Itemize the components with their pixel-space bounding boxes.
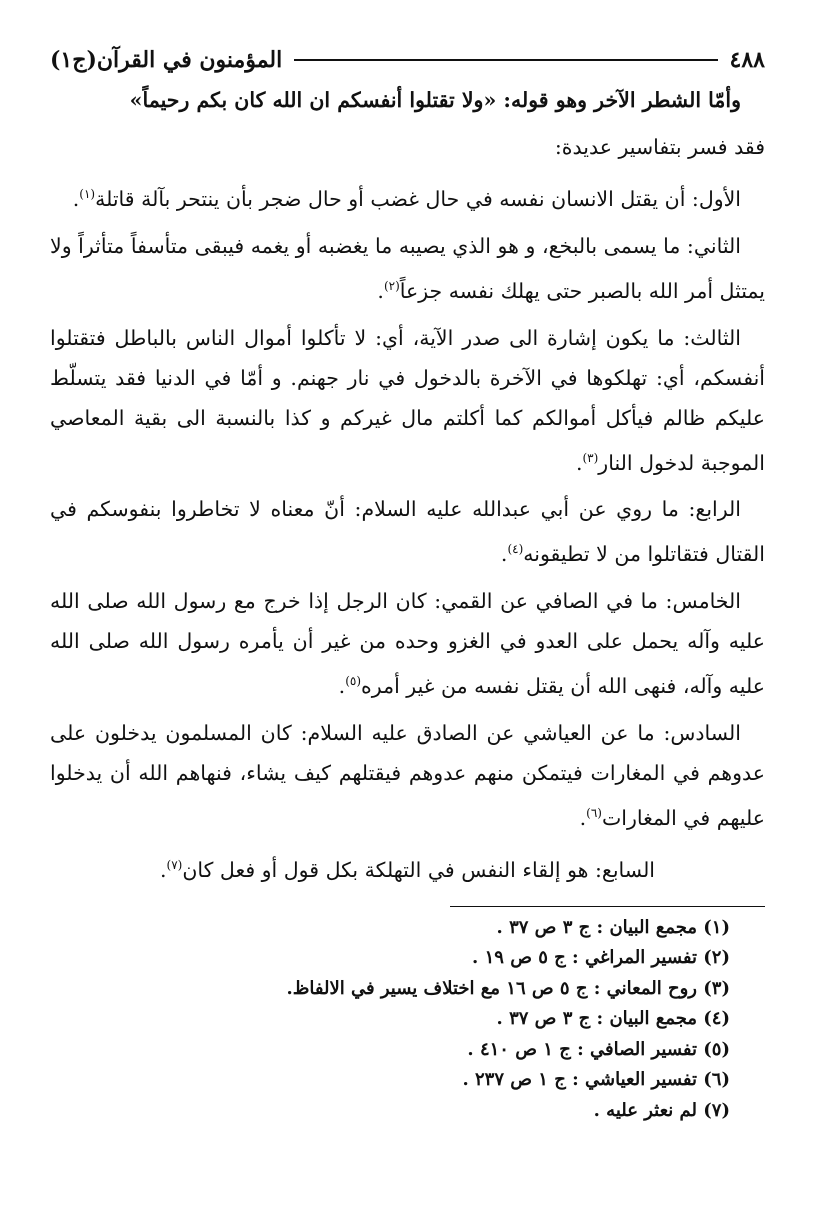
footnote-ref: (٣) [582,450,599,465]
footnote-ref: (٥) [345,674,362,689]
footnote-item: (١) مجمع البيان : ج ٣ ص ٣٧ . [496,916,730,938]
footnote-ref: (٢) [383,278,400,293]
footnote-separator [450,906,765,907]
footnote-ref: (١) [79,187,96,201]
interpretation-3: الثالث: ما يكون إشارة الى صدر الآية، أي: لا تأكلوا أموال الناس بالباطل فتقتلوا أنفسكم، أي: تهلكوها في الآخرة بالدخول في نار جهنم. و أمّا في الدنيا فقد يتسلّط عليكم ظالم فيأكل أموالكم كما أكلتم مال غيركم و كذا بالنسبة الى بقية المعاصي الموجبة لدخول النار$^{(٣)}$. [50,325,765,475]
footnote-item: (٥) تفسير الصافي : ج ١ ص ٤١٠ . [467,1038,730,1060]
interpretation-1: الأول: أن يقتل الانسان نفسه في حال غضب أو حال ضجر بأن ينتحر بآلة قاتلة$^{(١)}$. [72,186,741,211]
intro-paragraph: فقد فسر بتفاسير عديدة: [554,135,765,159]
page-header [50,40,765,80]
interpretation-7: السابع: هو إلقاء النفس في التهلكة بكل قول أو فعل كان$^{(٧)}$. [159,857,656,882]
body-text [50,80,765,890]
footnotes [50,913,765,1127]
footnote-ref: (٤) [507,542,524,557]
footnote-ref: (٧) [166,857,183,872]
interpretation-4: الرابع: ما روي عن أبي عبدالله عليه السلام: أنّ معناه لا تخاطروا بنفوسكم في القتال فتقاتلوا من لا تطيقونه$^{(٤)}$. [50,497,765,567]
header-rule [294,59,717,61]
footnote-item: (٤) مجمع البيان : ج ٣ ص ٣٧ . [496,1008,730,1030]
interpretation-2: الثاني: ما يسمى بالبخع، و هو الذي يصيبه ما يغضبه أو يغمه فيبقى متأسفاً متأثراً ولا يمتثل أمر الله بالصبر حتى يهلك نفسه جزعاً$^{(٢)}$. [50,233,765,303]
interpretation-6: السادس: ما عن العياشي عن الصادق عليه السلام: كان المسلمون يدخلون على عدوهم في المغارات فيتمكن منهم عدوهم فيقتلهم كيف يشاء، فنهاهم الله أن يدخلوا عليهم في المغارات$^{(٦)}$. [50,721,765,830]
running-title: المؤمنون في القرآن(ج١) [50,47,283,73]
verse-paragraph: وأمّا الشطر الآخر وهو قوله: «ولا تقتلوا أنفسكم ان الله كان بكم رحيماً» [129,88,741,112]
footnote-ref: (٦) [586,806,602,821]
footnote-item: (٧) لم نعثر عليه . [593,1099,730,1121]
footnote-item: (٦) تفسير العياشي : ج ١ ص ٢٣٧ . [462,1069,730,1091]
page-number: ٤٨٨ [729,47,765,73]
interpretation-5: الخامس: ما في الصافي عن القمي: كان الرجل إذا خرج مع رسول الله صلى الله عليه وآله يحمل على العدو في الغزو وحده من غير أن يأمره رسول الله صلى الله عليه وآله، فنهى الله أن يقتل نفسه من غير أمره$^{(٥)}$. [50,589,765,699]
footnote-item: (٣) روح المعاني : ج ٥ ص ١٦ مع اختلاف يسير في الالفاظ. [286,977,730,999]
footnote-item: (٢) تفسير المراغي : ج ٥ ص ١٩ . [472,947,730,969]
